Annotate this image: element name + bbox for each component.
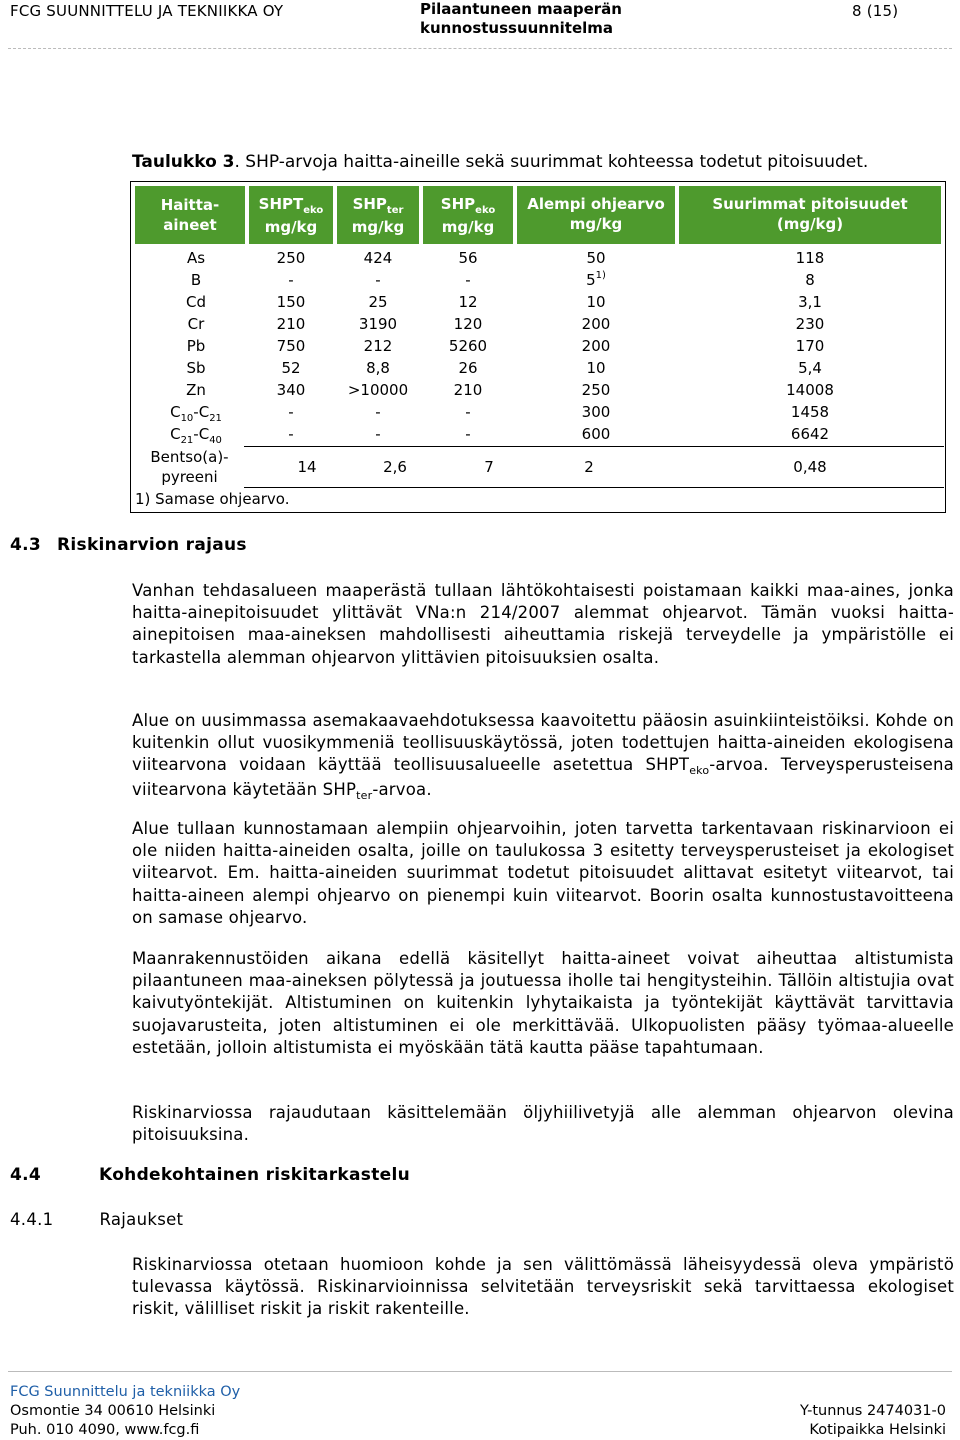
- header-divider: [8, 48, 952, 49]
- cell-suurin: 170: [795, 337, 825, 355]
- paragraph-subscript: eko: [689, 764, 710, 778]
- footer-left: [10, 1383, 240, 1440]
- header-unit: (mg/kg): [776, 215, 844, 233]
- cell-alempi: 200: [581, 315, 611, 333]
- paragraph-text: Alue on uusimmassa asemakaavaehdotuksessa kaavoitettu pääosin asuinkiinteistöiksi. Kohde on kuitenkin ollut vuosikymmeniä teollisuuskäytössä, joten todettujen haitta-aineiden ekologisena viitearvona voidaan käyttää teollisuusalueelle asetettua SHPT: [132, 711, 954, 775]
- cell-suurin: 14008: [786, 381, 834, 399]
- cell-suurin: 8: [805, 271, 815, 289]
- cell-shp-eko: -: [465, 271, 471, 289]
- header-suurimmat-pitoisuudet: [679, 186, 941, 244]
- paragraph-text: -arvoa.: [372, 779, 432, 799]
- header-shp-eko: [423, 186, 513, 244]
- cell-name: Cr: [187, 315, 205, 333]
- cell-name-line: Bentso(a)-: [150, 448, 229, 466]
- cell-suurin: 118: [795, 249, 825, 267]
- footer-right: [790, 1402, 946, 1440]
- cell-name: Zn: [186, 381, 206, 399]
- table-row: [131, 313, 945, 335]
- header-text: aineet: [163, 216, 217, 234]
- footer-divider: [8, 1371, 952, 1372]
- table-row: [131, 269, 945, 291]
- section-title: Rajaukset: [99, 1210, 184, 1229]
- cell-suurin: 3,1: [798, 293, 822, 311]
- header-unit: mg/kg: [351, 217, 405, 236]
- header-text: SHP: [352, 194, 387, 213]
- paragraph: Riskinarviossa rajaudutaan käsittelemään öljyhiilivetyjä alle alemman ohjearvon olevina pitoisuuksina.: [132, 1103, 954, 1145]
- cell-shpt-eko: 340: [276, 381, 306, 399]
- table-caption-text: . SHP-arvoja haitta-aineille sekä suurimmat kohteessa todetut pitoisuudet.: [234, 152, 869, 172]
- header-text: Suurimmat pitoisuudet: [712, 195, 908, 213]
- cell-name: Pb: [186, 337, 206, 355]
- cell-shp-eko: 7: [484, 458, 494, 476]
- paragraph: Alue tullaan kunnostamaan alempiin ohjearvoihin, joten tarvetta tarkentavaan riskinarvioon ei ole niiden haitta-aineiden osalta, joille on taulukossa 3 esitetty terveysperusteiset ja ekologiset viitearvot. Em. haitta-aineiden suurimmat todetut pitoisuudet alittavat esitetyt viitearvot, tai haitta-aineen alempi ohjearvo on pienempi kuin viitearvot. Boorin osalta kunnostustavoitteena on samase ohjearvo.: [132, 819, 954, 927]
- cell-shp-eko: -: [465, 425, 471, 443]
- paragraph: [132, 710, 954, 803]
- cell-shp-ter: 25: [368, 293, 388, 311]
- cell-shp-eko: 12: [458, 293, 478, 311]
- header-text: Haitta-: [160, 196, 220, 214]
- header-company: FCG SUUNNITTELU JA TEKNIIKKA OY: [10, 2, 284, 20]
- shp-table: [130, 181, 946, 513]
- cell-shp-ter: >10000: [347, 381, 409, 399]
- header-subscript: eko: [475, 204, 496, 216]
- cell-shp-ter: 212: [363, 337, 393, 355]
- cell-name-line: pyreeni: [161, 468, 218, 486]
- cell-alempi: 50: [586, 249, 606, 267]
- paragraph: Vanhan tehdasalueen maaperästä tullaan lähtökohtaisesti poistamaan kaikki maa-aines, jonka haitta-ainepitoisuudet ylittävät VNa:n 214/2007 alemmat ohjearvot. Tämän vuoksi haitta-ainepitoisen maa-aineksen mahdollisesti aiheuttamia riskejä terveydelle ja ympäristölle ei tarkastella alemman ohjearvon ylittävien pitoisuuksien osalta.: [132, 581, 954, 667]
- header-shp-ter: [337, 186, 419, 244]
- cell-shp-ter: -: [375, 403, 381, 421]
- cell-suurin: 230: [795, 315, 825, 333]
- cell-shp-ter: 3190: [358, 315, 398, 333]
- cell-name: As: [186, 249, 206, 267]
- paragraph: Riskinarviossa otetaan huomioon kohde ja sen välittömässä läheisyydessä oleva ympäristö tulevassa käytössä. Riskinarvioinnissa selvitetään terveysriskit sekä tarvittaessa ekologiset riskit, välilliset riskit ja riskit rakenteille.: [132, 1255, 954, 1319]
- header-unit: mg/kg: [264, 217, 318, 236]
- cell-shpt-eko: -: [288, 403, 294, 421]
- cell-alempi: 600: [581, 425, 611, 443]
- header-text: SHP: [440, 194, 476, 213]
- table-row: [131, 379, 945, 401]
- section-number: 4.4: [10, 1165, 42, 1185]
- paragraph-subscript: ter: [356, 788, 373, 802]
- cell-name-subscript: 40: [209, 435, 222, 446]
- cell-alempi: 300: [581, 403, 611, 421]
- cell-name-part: C: [170, 403, 181, 421]
- page-number: 8 (15): [852, 2, 899, 20]
- section-number: 4.3: [10, 535, 42, 555]
- cell-shpt-eko: -: [288, 425, 294, 443]
- cell-name: [131, 423, 261, 448]
- cell-shp-eko: 210: [453, 381, 483, 399]
- cell-shp-ter: -: [375, 271, 381, 289]
- cell-shp-eko: 26: [458, 359, 478, 377]
- table-row: [131, 423, 945, 445]
- cell-suurin: 0,48: [793, 458, 827, 476]
- footer-domicile: Kotipaikka Helsinki: [809, 1422, 946, 1438]
- table-row: [131, 456, 945, 478]
- header-subscript: eko: [303, 204, 324, 216]
- cell-shp-eko: 56: [458, 249, 478, 267]
- header-haitta-aineet: [135, 186, 245, 244]
- cell-suurin: 1458: [790, 403, 830, 421]
- cell-alempi: 10: [586, 293, 606, 311]
- header-unit: mg/kg: [569, 215, 623, 233]
- footer-business-id: Y-tunnus 2474031-0: [799, 1403, 946, 1419]
- paragraph: Maanrakennustöiden aikana edellä käsitellyt haitta-aineet voivat aiheuttaa altistumista pilaantuneen maa-aineksen pölytessä ja joutuessa iholle tai hengitysteihin. Tällöin altistujia ovat kaivutyöntekijät. Altistuminen on kuitenkin lyhytaikaista ja työntekijät käyttävät tarvittavia suojavarusteita, joten altistuminen ei ole merkittävää. Ulkopuolisten pääsy työmaa-alueelle estetään, jolloin altistumista ei myöskään tätä kautta pääse tapahtumaan.: [132, 949, 954, 1057]
- header-doc-title-line2: kunnostussuunnitelma: [420, 19, 614, 37]
- cell-alempi: 2: [584, 458, 594, 476]
- section-heading-4-4-1: [10, 1210, 183, 1229]
- cell-name: Sb: [186, 359, 206, 377]
- table-header: [131, 182, 945, 245]
- cell-shp-eko: -: [465, 403, 471, 421]
- cell-alempi-value: 5: [586, 271, 596, 289]
- cell-shp-ter: 8,8: [366, 359, 390, 377]
- cell-name-part: -C: [193, 403, 210, 421]
- cell-name: B: [190, 271, 202, 289]
- footer-company: FCG Suunnittelu ja tekniikka Oy: [10, 1384, 241, 1400]
- cell-name-subscript: 10: [180, 413, 194, 424]
- cell-name-part: -C: [193, 425, 210, 443]
- cell-shpt-eko: 52: [281, 359, 301, 377]
- cell-suurin: 6642: [790, 425, 830, 443]
- cell-name: Cd: [186, 293, 206, 311]
- cell-name-subscript: 21: [180, 435, 194, 446]
- table-row: [131, 401, 945, 423]
- cell-name-subscript: 21: [209, 413, 222, 424]
- cell-shpt-eko: 14: [297, 458, 317, 476]
- header-shpt-eko: [249, 186, 333, 244]
- header-text: SHPT: [258, 194, 304, 213]
- paragraph-text: -arvoa. Terveysperusteisena viitearvona käytetään SHP: [132, 755, 954, 799]
- section-title: Riskinarvion rajaus: [57, 535, 247, 555]
- section-heading-4-3: [10, 535, 247, 555]
- cell-shp-ter: -: [375, 425, 381, 443]
- cell-shpt-eko: 150: [276, 293, 306, 311]
- section-number: 4.4.1: [10, 1210, 54, 1229]
- section-heading-4-4: [10, 1165, 410, 1185]
- header-text: Alempi ohjearvo: [527, 195, 665, 213]
- table-row: [131, 291, 945, 313]
- header-unit: mg/kg: [441, 217, 495, 236]
- cell-shpt-eko: -: [288, 271, 294, 289]
- cell-shp-ter: 424: [363, 249, 393, 267]
- section-title: Kohdekohtainen riskitarkastelu: [99, 1165, 411, 1185]
- cell-alempi: 10: [586, 359, 606, 377]
- header-doc-title: [420, 0, 622, 38]
- header-subscript: ter: [386, 204, 404, 216]
- cell-suurin: 5,4: [798, 359, 822, 377]
- cell-shp-eko: 120: [453, 315, 483, 333]
- table-row: [131, 247, 945, 269]
- table-caption: [132, 152, 868, 172]
- cell-alempi: 250: [581, 381, 611, 399]
- header-alempi-ohjearvo: [517, 186, 675, 244]
- cell-shp-eko: 5260: [448, 337, 488, 355]
- cell-shpt-eko: 750: [276, 337, 306, 355]
- cell-shpt-eko: 250: [276, 249, 306, 267]
- cell-alempi: 200: [581, 337, 611, 355]
- footer-address: Osmontie 34 00610 Helsinki: [10, 1403, 216, 1419]
- footnote-marker: 1): [595, 270, 606, 281]
- table-footnote: 1) Samase ohjearvo.: [135, 490, 290, 508]
- table-row: [131, 335, 945, 357]
- cell-name-part: C: [170, 425, 181, 443]
- footer-phone: Puh. 010 4090, www.fcg.fi: [10, 1422, 200, 1438]
- header-doc-title-line1: Pilaantuneen maaperän: [420, 0, 622, 18]
- table-caption-label: Taulukko 3: [132, 152, 235, 172]
- cell-shpt-eko: 210: [276, 315, 306, 333]
- table-row: [131, 357, 945, 379]
- cell-shp-ter: 2,6: [383, 458, 407, 476]
